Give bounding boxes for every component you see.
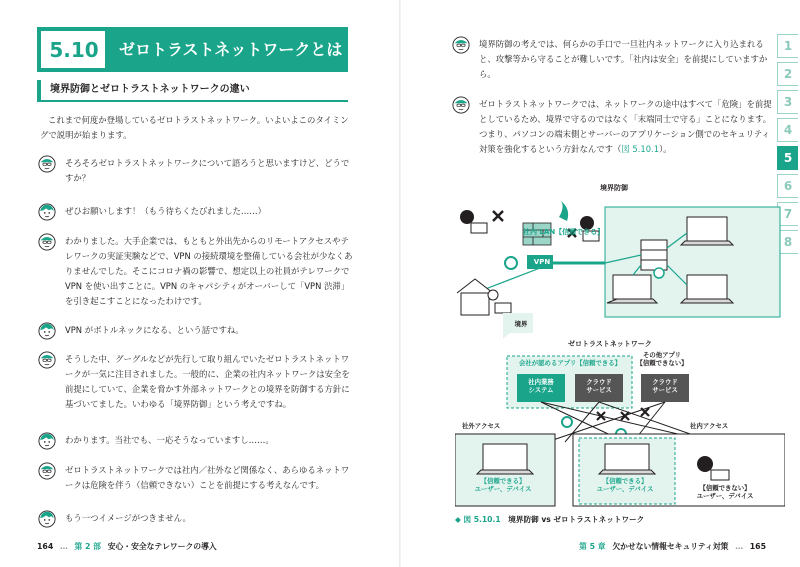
caption-text: 境界防御 vs ゼロトラストネットワーク [508,515,645,524]
dialogue-text-part: ）。 [659,144,672,154]
teacher-avatar-icon [452,36,470,54]
teacher-avatar-icon [38,233,56,251]
page-number: 165 [749,542,766,551]
dialogue-text-part: ゼロトラストネットワークでは、ネットワークの途中はすべて「危険」を前提としているため、境界で守るのではなく「末端同士で守る」ことになります。つまり、パソコンの端末側とサーバーのアプリケーション側でのセキュリティ対策を強化するという方針なんです（ [479,99,772,154]
perimeter-title: 境界防御 [600,184,628,192]
intro-paragraph: これまで何度か登場しているゼロトラストネットワーク。いよいよこのタイミングで説明が始まります。 [40,115,349,140]
dialogue-text: もう一つイメージがつきません。 [65,513,191,523]
part-label: 第 2 部 [74,542,101,551]
chapter-tab-4[interactable]: 4 [777,118,798,142]
student2-avatar-icon [38,432,56,450]
lan-label: 社内 LAN【信頼できる】 [523,228,605,236]
chapter-label: 第 5 章 [579,542,606,551]
device-untrusted-label: 【信頼できない】 ユーザー、デバイス [696,484,754,500]
right-folio [579,541,766,552]
external-access-label: 社外アクセス [462,422,501,430]
chapter-tab-7[interactable]: 7 [777,202,798,226]
subheading: 境界防御とゼロトラストネットワークの違い [37,80,348,102]
flame-icon [559,201,568,221]
dialogue-text: 境界防御の考えでは、何らかの手口で一旦社内ネットワークに入り込まれると、攻撃等から守ることが難しいです。「社内は安全」を前提にしていますから。 [479,39,768,79]
teacher-avatar-icon [38,351,56,369]
dialogue-text: そろそろゼロトラストネットワークについて語ろうと思いますけど、どうですか？ [65,158,350,183]
perimeter-diagram [455,193,785,343]
device-trusted-label-1: 【信頼できる】 ユーザー、デバイス [474,477,532,493]
vpn-ring-icon [505,257,517,269]
left-folio [37,541,217,552]
part-title: 安心・安全なテレワークの導入 [107,542,217,551]
chapter-tab-2[interactable]: 2 [777,62,798,86]
chapter-title: 欠かせない情報セキュリティ対策 [612,542,729,551]
chapter-tab-5[interactable]: 5 [777,146,798,170]
student-avatar-icon [38,155,56,173]
dialogue-text: ぜひお願いします！（もう待ちくたびれました……） [65,206,266,216]
boundary-label: 境界 [514,320,528,328]
chapter-tab-8[interactable]: 8 [777,230,798,254]
teacher-avatar-icon [452,96,470,114]
right-page [400,0,800,567]
chapter-tab-1[interactable]: 1 [777,34,798,58]
caption-id: ◆ 図 5.10.1 [455,515,501,524]
section-header [37,27,348,72]
student2-avatar-icon [38,510,56,528]
cloud-label-1: クラウド サービス [586,378,612,394]
dialogue-text: ゼロトラストネットワークでは社内／社外など関係なく、あらゆるネットワークは危険を伴う（信頼できない）ことを前提にする考えなんです。 [65,465,350,490]
teacher-avatar-icon [38,462,56,480]
dialogue-text: わかります。当社でも、一応そうなっていますし……。 [65,435,274,445]
figure-reference-link[interactable]: 図 5.10.1 [621,144,660,154]
zt-title: ゼロトラストネットワーク [568,340,652,348]
home-icon [457,279,493,315]
internal-access-label: 社内アクセス [690,422,729,430]
cloud-label-2: クラウド サービス [652,378,678,394]
dialogue-text: わかりました。大手企業では、もともと外出先からのリモートアクセスやテレワークの実証実験などで、VPN の接続環境を整備している会社が少なくありませんでした。そこにコロナ禍の影響で、想定以上の社員がテレワークで VPN を使い出すことに。VPN のキャパシティがオーバーして「VPN 渋滞」を引き起こすことになったわけです。 [65,236,353,306]
chapter-tab-6[interactable]: 6 [777,174,798,198]
section-title: ゼロトラストネットワークとは [119,40,343,59]
student2-avatar-icon [38,322,56,340]
attacker-icon [460,210,487,233]
section-number: 5.10 [49,38,99,62]
remote-worker-icon [488,290,511,313]
folio-separator: … [60,542,68,551]
dialogue-text: VPN がボトルネックになる、という話ですね。 [65,325,244,335]
chapter-tab-3[interactable]: 3 [777,90,798,114]
vpn-label: VPN [533,258,551,266]
other-apps-label: その他アプリ 【信頼できない】 [636,351,688,367]
dialogue-text [479,97,774,157]
trusted-apps-label: 会社が認めるアプリ【信頼できる】 [519,359,621,367]
folio-separator: … [735,542,743,551]
figure-caption [455,514,644,525]
section-number-box [40,30,106,69]
dialogue-text: そうした中、グーグルなどが先行して取り組んでいたゼロトラストネットワークが一気に注目されました。一般的に、企業の社内ネットワークは安全を前提にしていて、企業を脅かす外部ネットワークとの境界を防御する方針に基づいてました。いわゆる「境界防御」という考えですね。 [65,354,350,409]
student2-avatar-icon [38,203,56,221]
device-trusted-label-2: 【信頼できる】 ユーザー、デバイス [596,477,654,493]
secure-ring-icon [562,417,572,427]
laptop-icon [477,444,655,474]
page-number: 164 [37,542,54,551]
internal-system-label: 社内業務 システム [528,378,554,394]
